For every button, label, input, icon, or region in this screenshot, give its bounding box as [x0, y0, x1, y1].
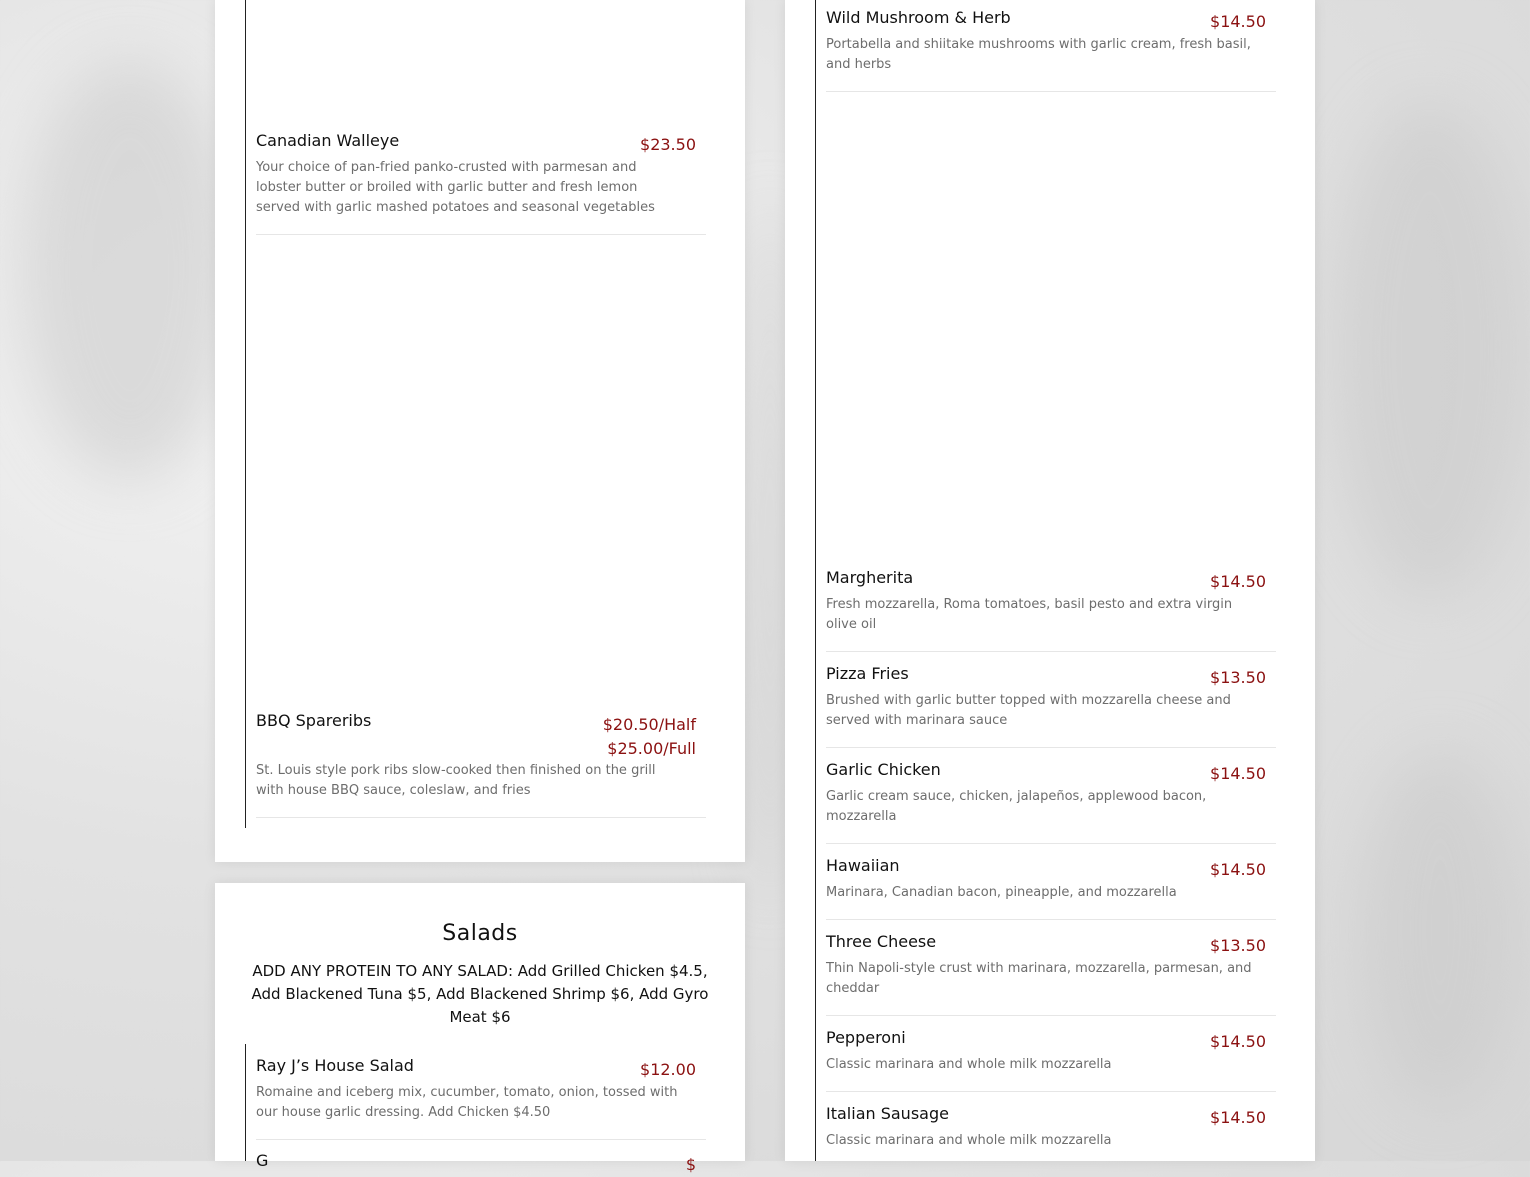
item-divider	[256, 234, 706, 235]
menu-item	[826, 568, 1276, 652]
item-name: Pizza Fries	[826, 664, 909, 683]
item-description: Portabella and shiitake mushrooms with garlic cream, fresh basil, and herbs	[826, 37, 1251, 72]
item-divider	[826, 1091, 1276, 1092]
salads-card	[215, 883, 745, 1174]
item-price-full: $25.00/Full	[607, 739, 696, 758]
item-description: Marinara, Canadian bacon, pineapple, and mozzarella	[826, 885, 1177, 900]
item-description: Brushed with garlic butter topped with mozzarella cheese and served with marinara sauce	[826, 693, 1231, 728]
item-price: $14.50	[1210, 764, 1266, 783]
item-price-half: $20.50/Half	[602, 715, 696, 734]
menu-item	[826, 1104, 1276, 1161]
background-shadow	[1360, 750, 1520, 1110]
menu-item	[826, 856, 1276, 920]
menu-item	[256, 131, 706, 235]
menu-item	[256, 1056, 706, 1140]
pizzas-card	[785, 0, 1315, 1161]
menu-item	[826, 1028, 1276, 1092]
section-divider-line	[245, 0, 246, 828]
section-divider-line	[245, 1044, 246, 1161]
menu-item	[826, 8, 1276, 92]
item-price: $14.50	[1210, 12, 1266, 31]
item-description: Thin Napoli-style crust with marinara, mozzarella, parmesan, and cheddar	[826, 961, 1252, 996]
item-name: Wild Mushroom & Herb	[826, 8, 1011, 27]
item-divider	[256, 1139, 706, 1140]
item-name: Italian Sausage	[826, 1104, 949, 1123]
menu-item	[256, 711, 706, 818]
item-divider	[826, 1015, 1276, 1016]
item-description: Fresh mozzarella, Roma tomatoes, basil pesto and extra virgin olive oil	[826, 597, 1233, 632]
item-price: $14.50	[1210, 860, 1266, 879]
menu-item	[256, 1151, 706, 1174]
entrees-card	[215, 0, 745, 862]
item-divider	[826, 747, 1276, 748]
item-name: G	[256, 1151, 269, 1170]
item-divider	[826, 919, 1276, 920]
item-price: $14.50	[1210, 1032, 1266, 1051]
item-price: $13.50	[1210, 936, 1266, 955]
item-price: $12.00	[640, 1060, 696, 1079]
item-name: BBQ Spareribs	[256, 711, 372, 730]
item-name: Margherita	[826, 568, 914, 587]
menu-item	[826, 664, 1276, 748]
menu-item	[826, 760, 1276, 844]
item-description: Garlic cream sauce, chicken, jalapeños, applewood bacon, mozzarella	[826, 789, 1207, 824]
item-price: $14.50	[1210, 1108, 1266, 1127]
item-divider	[826, 91, 1276, 92]
section-title: Salads	[442, 921, 518, 946]
item-name: Pepperoni	[826, 1028, 906, 1047]
item-description: Classic marinara and whole milk mozzarella	[826, 1133, 1112, 1148]
item-divider	[256, 817, 706, 818]
item-divider	[826, 843, 1276, 844]
item-price: $	[685, 1155, 696, 1174]
background-shadow	[20, 60, 240, 480]
item-price: $23.50	[640, 135, 696, 154]
item-name: Ray J’s House Salad	[256, 1056, 414, 1075]
item-price: $13.50	[1210, 668, 1266, 687]
item-description: Classic marinara and whole milk mozzarella	[826, 1057, 1112, 1072]
item-price: $14.50	[1210, 572, 1266, 591]
item-name: Garlic Chicken	[826, 760, 941, 779]
menu-item	[826, 932, 1276, 1016]
protein-addon-note: ADD ANY PROTEIN TO ANY SALAD: Add Grilled Chicken $4.5, Add Blackened Tuna $5, Add Blackened Shrimp $6, Add Gyro Meat $6	[251, 962, 709, 1026]
item-description: St. Louis style pork ribs slow-cooked then finished on the grill with house BBQ sauce, coleslaw, and fries	[256, 763, 656, 798]
background-shadow	[1330, 100, 1530, 600]
item-name: Three Cheese	[826, 932, 937, 951]
section-divider-line	[815, 0, 816, 1161]
item-name: Canadian Walleye	[256, 131, 400, 150]
item-name: Hawaiian	[826, 856, 900, 875]
item-description: Your choice of pan-fried panko-crusted with parmesan and lobster butter or broiled with garlic butter and fresh lemon served with garlic mashed potatoes and seasonal vegetables	[256, 160, 655, 215]
item-divider	[826, 651, 1276, 652]
item-description: Romaine and iceberg mix, cucumber, tomato, onion, tossed with our house garlic dressing. Add Chicken $4.50	[256, 1085, 678, 1120]
item-price	[603, 713, 696, 761]
